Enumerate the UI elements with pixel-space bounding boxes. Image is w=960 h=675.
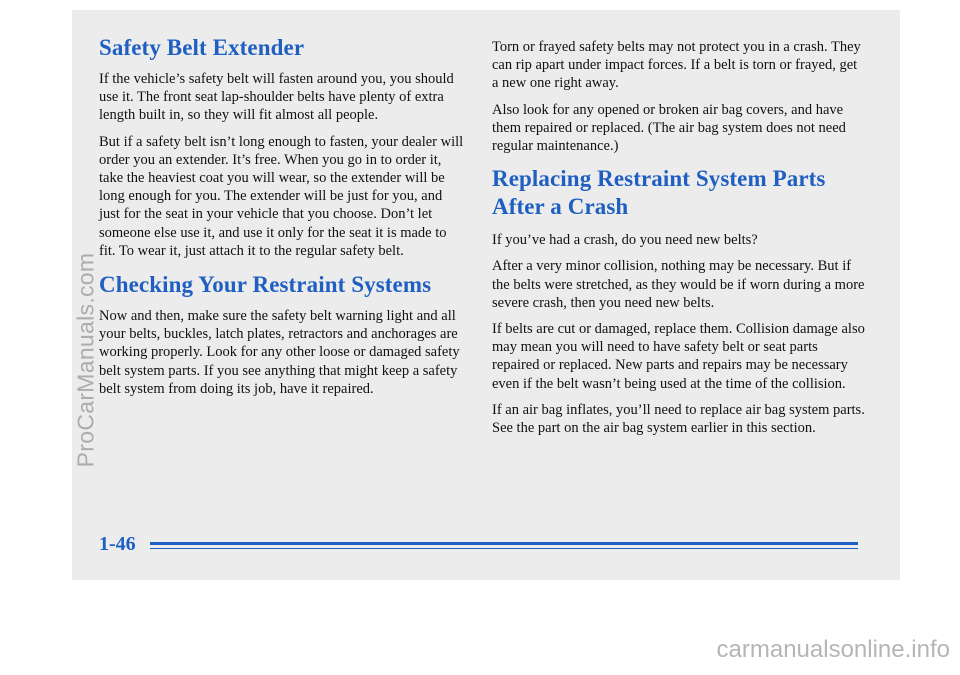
footer-rule-thin	[150, 548, 858, 549]
right-column	[492, 38, 867, 445]
page-number: 1-46	[99, 533, 136, 555]
paragraph-extender-intro: If the vehicle’s safety belt will fasten around you, you should use it. The front seat lap-shoulder belts have plenty of extra length built in, so they will fit almost all people.	[99, 71, 454, 124]
watermark-procarmanuals: ProCarManuals.com	[72, 252, 99, 468]
paragraph-torn-belts: Torn or frayed safety belts may not protect you in a crash. They can rip apart under impact forces. If a belt is torn or frayed, get a new one right away.	[492, 39, 861, 92]
paragraph-air-bag-inflates: If an air bag inflates, you’ll need to replace air bag system parts. See the part on the air bag system earlier in this section.	[492, 401, 865, 437]
paragraph-minor-collision: After a very minor collision, nothing may be necessary. But if the belts were stretched, as they would be if worn during a more severe crash, then you need new belts.	[492, 258, 865, 311]
heading-safety-belt-extender: Safety Belt Extender	[99, 35, 305, 60]
paragraph-extender-order: But if a safety belt isn’t long enough to fasten, your dealer will order you an extender. It’s free. When you go in to order it, take the heaviest coat you will wear, so the extender will be long enough for you. The extender will be just for you, and just for the seat in your vehicle that you choose. Don’t let someone else use it, and use it only for the seat it is made to fit. To wear it, just attach it to the regular safety belt.	[99, 133, 464, 259]
manual-page	[72, 10, 900, 580]
heading-checking-restraint-systems: Checking Your Restraint Systems	[99, 272, 432, 298]
heading-replacing-parts: Replacing Restraint System Parts After a Crash	[492, 166, 826, 220]
left-column	[99, 34, 465, 406]
paragraph-crash-question: If you’ve had a crash, do you need new belts?	[492, 232, 758, 249]
footer-rule	[150, 542, 858, 545]
paragraph-air-bag-covers: Also look for any opened or broken air bag covers, and have them repaired or replaced. (The air bag system does not need regular maintenance.)	[492, 101, 846, 155]
paragraph-checking: Now and then, make sure the safety belt warning light and all your belts, buckles, latch plates, retractors and anchorages are working properly. Look for any other loose or damaged safety belt system parts. If you see anything that might keep a safety belt system from doing its job, have it repaired.	[99, 308, 460, 397]
paragraph-cut-damaged: If belts are cut or damaged, replace them. Collision damage also may mean you will need to have safety belt or seat parts repaired or replaced. New parts and repairs may be necessary even if the belt wasn’t being used at the time of the collision.	[492, 321, 865, 392]
watermark-carmanualsonline: carmanualsonline.info	[716, 636, 950, 663]
